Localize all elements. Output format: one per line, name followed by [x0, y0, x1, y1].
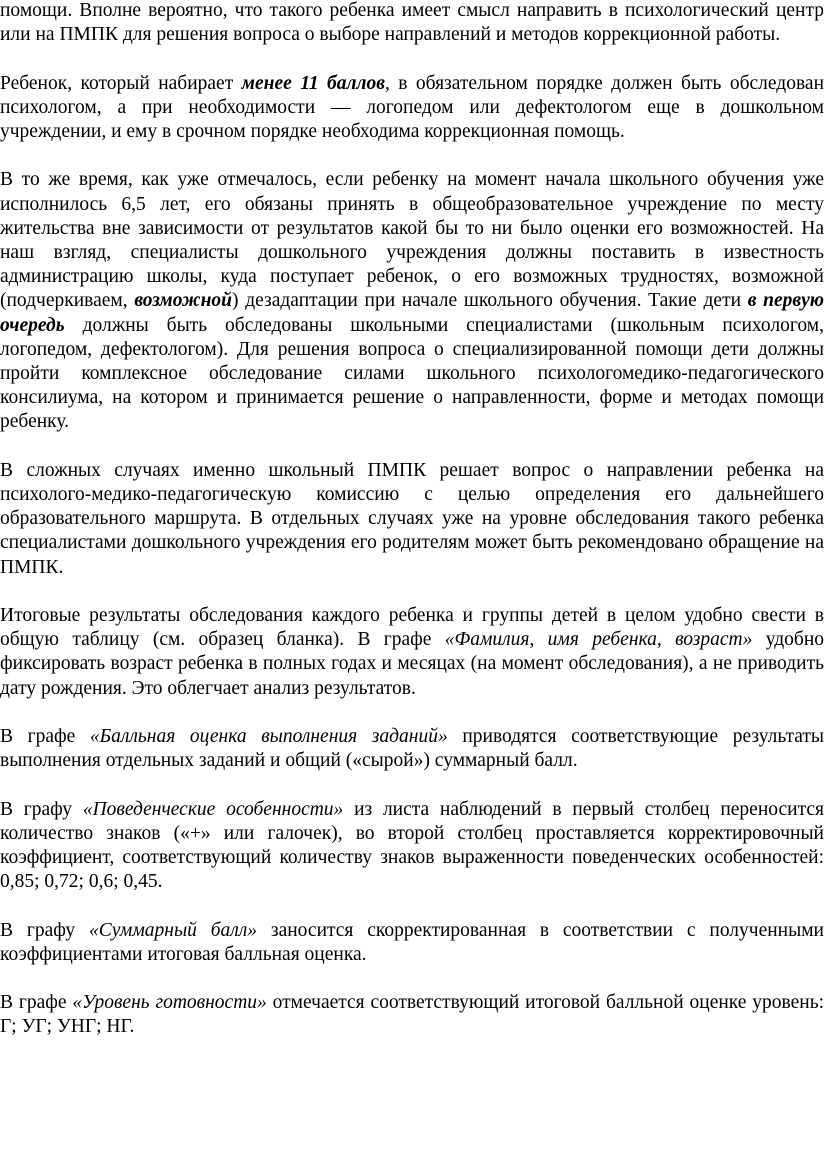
text-run: В графу — [0, 798, 83, 820]
text-run: В графе — [0, 726, 90, 748]
paragraph — [0, 798, 824, 895]
emphasis-bold-italic: в первую очередь — [0, 290, 824, 336]
text-run: В графе — [0, 992, 73, 1014]
emphasis-italic: «Суммарный балл» — [88, 919, 258, 941]
text-run: , в обязательном порядке должен быть обследован психологом, а при необходимости — логопедом или дефектологом еще в дошкольном учреждении, и ему в срочном порядке необходима коррекционная помощь. — [0, 72, 824, 142]
text-run: приводятся соответствующие результаты выполнения отдельных заданий и общий («сырой») суммарный балл. — [0, 726, 824, 772]
emphasis-italic: «Фамилия, имя ребенка, возраст» — [444, 629, 753, 651]
paragraph — [0, 72, 824, 145]
paragraph — [0, 0, 824, 47]
emphasis-italic: «Уровень готовности» — [72, 992, 267, 1014]
text-run: В сложных случаях именно школьный ПМПК решает вопрос о направлении ребенка на психолого-медико-педагогическую комиссию с целью определения его дальнейшего образовательного маршрута. В отдельных случаях уже на уровне обследования такого ребенка специалистами дошкольного учреждения его родителям может быть рекомендовано обращение на ПМПК. — [0, 459, 824, 578]
emphasis-bold-italic: менее 11 баллов — [241, 72, 385, 94]
text-run: В графу — [0, 919, 89, 941]
text-run: помощи. Вполне вероятно, что такого ребенка имеет смысл направить в психологический центр или на ПМПК для решения вопроса о выборе направлений и методов коррекционной работы. — [0, 0, 824, 46]
text-run: должны быть обследованы школьными специалистами (школьным психологом, логопедом, дефектологом). Для решения вопроса о специализированной помощи дети должны пройти комплексное обследование силами школьного психологомедико-педагогического консилиума, на котором и принимается решение о направленности, форме и методах помощи ребенку. — [0, 314, 824, 433]
text-run: удобно фиксировать возраст ребенка в полных годах и месяцах (на момент обследования), а не приводить дату рождения. Это облегчает анализ результатов. — [0, 629, 824, 699]
emphasis-bold-italic: возможной — [134, 290, 233, 312]
text-run: В то же время, как уже отмечалось, если ребенку на момент начала школьного обучения уже исполнилось 6,5 лет, его обязаны принять в общеобразовательное учреждение по месту жительства вне зависимости от результатов какой бы то ни было оценки его возможностей. На наш взгляд, специалисты дошкольного учреждения должны поставить в известность администрацию школы, куда поступает ребенок, о его возможных трудностях, возможной (подчеркиваем, — [0, 169, 824, 312]
paragraph — [0, 604, 824, 701]
text-run: из листа наблюдений в первый столбец переносится количество знаков («+» или галочек), во второй столбец проставляется корректировочный коэффициент, соответствующий количеству знаков выраженности поведенческих особенностей: 0,85; 0,72; 0,6; 0,45. — [0, 798, 824, 893]
text-run: Итоговые результаты обследования каждого ребенка и группы детей в целом удобно свести в общую таблицу (см. образец бланка). В графе — [0, 605, 824, 651]
paragraph — [0, 168, 824, 434]
emphasis-italic: «Поведенческие особенности» — [82, 798, 344, 820]
emphasis-italic: «Балльная оценка выполнения заданий» — [89, 726, 448, 748]
text-run: отмечается соответствующий итоговой балльной оценке уровень: Г; УГ; УНГ; НГ. — [0, 992, 824, 1038]
paragraph — [0, 991, 824, 1039]
paragraph — [0, 725, 824, 773]
paragraph — [0, 919, 824, 967]
text-run: ) дезадаптации при начале школьного обучения. Такие дети — [232, 290, 748, 312]
text-run: заносится скорректированная в соответствии с полученными коэффициентами итоговая балльная оценка. — [0, 919, 824, 965]
text-run: Ребенок, который набирает — [0, 72, 242, 94]
paragraph — [0, 459, 824, 580]
